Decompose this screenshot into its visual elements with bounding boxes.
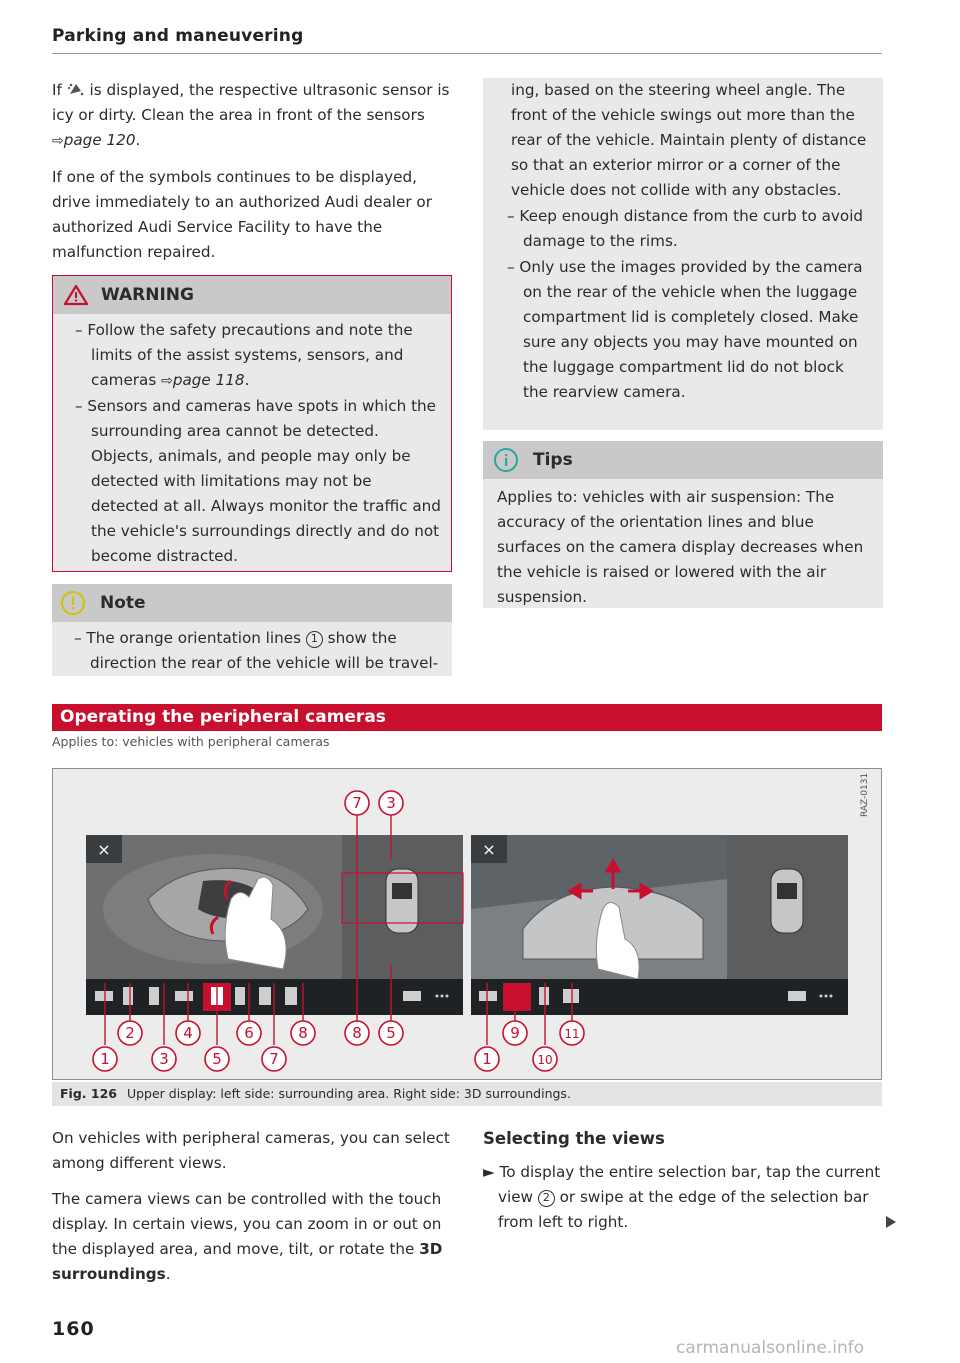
figure-code: RAZ-0131 [860, 772, 870, 817]
note-header: Note [52, 584, 452, 622]
callout-7-top: 7 [352, 794, 362, 812]
page-ref-link[interactable]: page 120 [63, 131, 136, 149]
note-bullet-1: – The orange orientation lines 1 show the direction the rear of the vehicle will be travel- [74, 629, 439, 672]
note-exclamation-icon [60, 590, 86, 616]
sensor-warning-icon [67, 81, 85, 97]
callout-1-right: 1 [482, 1050, 492, 1068]
step-item: ► To display the entire selection bar, tap the current view 2 or swipe at the edge of the selection bar from left to right. [483, 1163, 881, 1231]
continuation-paragraph: ing, based on the steering wheel angle. The front of the vehicle swings out more than the rear of the vehicle. Maintain plenty of distance so that an exterior mirror or a corner of the vehicle does not collide with any obstacles. [511, 81, 867, 199]
header-title: Parking and maneuvering [52, 26, 304, 46]
camera-display-illustration [53, 769, 881, 1079]
figure-label: Fig. 126 [60, 1086, 117, 1101]
close-icon: × [482, 840, 496, 859]
tips-body: Applies to: vehicles with air suspension: The accuracy of the orientation lines and blue surfaces on the camera display decreases when the vehicle is raised or lowered with the air suspension. [497, 488, 864, 606]
figure-126 [52, 768, 882, 1080]
warning-bullet-2: – Sensors and cameras have spots in which the surrounding area cannot be detected. Objects, animals, and people may only be detected with limitations may not be detected at all. Always monitor the traffic and the vehicle's surroundings directly and do not become distracted. [75, 397, 441, 565]
page-number: 160 [52, 1318, 95, 1340]
note-continuation-box [483, 78, 883, 430]
figure-caption [52, 1082, 882, 1106]
callout-8-b: 8 [352, 1024, 362, 1042]
bottom-right-text [483, 1126, 883, 1235]
touch-control-paragraph: The camera views can be controlled with the touch display. In certain views, you can zoom in or out on the displayed area, and move, tilt, or rotate the 3D surroundings. [52, 1190, 443, 1283]
callout-8: 8 [298, 1024, 308, 1042]
callout-7: 7 [269, 1050, 279, 1068]
running-header [52, 26, 882, 54]
bottom-left-text [52, 1126, 452, 1298]
callout-5-b: 5 [386, 1024, 396, 1042]
continuation-bullet-3: – Only use the images provided by the camera on the rear of the vehicle when the luggage compartment lid is completely closed. Make sure any objects you may have mounted on the luggage compartment lid do not block the rearview camera. [507, 258, 863, 401]
callout-4: 4 [183, 1024, 193, 1042]
subheading-selecting-views: Selecting the views [483, 1129, 665, 1148]
continuation-bullet-2: – Keep enough distance from the curb to avoid damage to the rims. [507, 207, 864, 250]
tips-header: Tips [483, 441, 883, 479]
callout-10: 10 [537, 1053, 553, 1067]
intro-paragraph-1: If is displayed, the respective ultrasonic sensor is icy or dirty. Clean the area in front of the sensors ⇨page 120. [52, 81, 450, 149]
info-icon [493, 447, 519, 473]
section-title: Operating the peripheral cameras [52, 704, 882, 731]
callout-6: 6 [244, 1024, 254, 1042]
callout-11: 11 [564, 1027, 580, 1041]
callout-number: 1 [306, 631, 323, 648]
bold-term: 3D surroundings [52, 1240, 443, 1283]
views-intro: On vehicles with peripheral cameras, you can select among different views. [52, 1129, 450, 1172]
tips-box [483, 441, 883, 608]
warning-triangle-icon [63, 284, 89, 306]
callout-number: 2 [538, 1190, 555, 1207]
callout-3: 3 [159, 1050, 169, 1068]
callout-1: 1 [100, 1050, 110, 1068]
figure-caption-text: Upper display: left side: surrounding area. Right side: 3D surroundings. [126, 1086, 571, 1101]
close-icon: × [97, 840, 111, 859]
left-intro [52, 78, 452, 276]
watermark: carmanualsonline.info [676, 1338, 865, 1358]
intro-paragraph-2: If one of the symbols continues to be displayed, drive immediately to an authorized Audi dealer or authorized Audi Service Facility to have the malfunction repaired. [52, 168, 432, 261]
callout-9: 9 [510, 1024, 520, 1042]
ref-arrow-icon: ⇨ [161, 373, 173, 389]
warning-header: WARNING [53, 276, 451, 314]
ref-arrow-icon: ⇨ [52, 133, 64, 149]
note-box [52, 584, 452, 676]
continue-arrow-icon [886, 1216, 896, 1228]
section-applies-to: Applies to: vehicles with peripheral cameras [52, 734, 330, 749]
callout-2: 2 [125, 1024, 135, 1042]
warning-bullet-1: – Follow the safety precautions and note the limits of the assist systems, sensors, and cameras ⇨page 118. [75, 321, 413, 389]
page-ref-link[interactable]: page 118 [172, 371, 245, 389]
warning-box [52, 275, 452, 572]
callout-3-top: 3 [386, 794, 396, 812]
callout-5: 5 [212, 1050, 222, 1068]
